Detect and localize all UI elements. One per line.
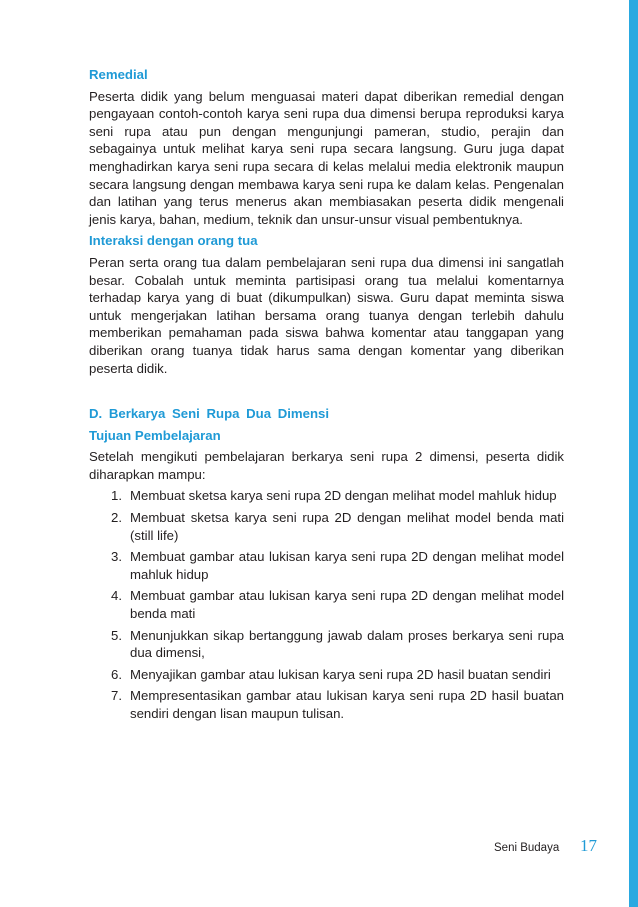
list-item-number: 7. — [111, 688, 122, 704]
page-number: 17 — [580, 836, 597, 855]
list-item-number: 2. — [111, 510, 122, 526]
side-accent-bar — [629, 0, 638, 907]
list-item-text: Menunjukkan sikap bertanggung jawab dalam proses berkarya seni rupa dua dimensi, — [130, 627, 564, 661]
interaction-paragraph: Peran serta orang tua dalam pembelajaran seni rupa dua dimensi ini sangatlah besar. Cobalah untuk meminta partisipasi orang tua melalui komentarnya terhadap karya yang di buat (dikumpulkan) siswa. Guru dapat meminta siswa untuk mengerjakan latihan bersama orang tuanya dengan terlebih dahulu memberikan pemahaman pada siswa bahwa komentar atau tanggapan yang diberikan orang tuanya tidak harus sama dengan komentar yang diberikan peserta didik. — [89, 254, 564, 376]
list-item — [89, 666, 564, 684]
list-item — [89, 487, 564, 505]
list-item — [89, 548, 564, 583]
list-item — [89, 627, 564, 662]
list-item-number: 5. — [111, 627, 122, 643]
list-item-text: Membuat sketsa karya seni rupa 2D dengan melihat model mahluk hidup — [130, 488, 557, 504]
objectives-intro: Setelah mengikuti pembelajaran berkarya seni rupa 2 dimensi, peserta didik diharapkan mampu: — [89, 449, 564, 482]
list-item-text: Membuat gambar atau lukisan karya seni rupa 2D dengan melihat model mahluk hidup — [130, 549, 564, 582]
footer-book-title: Seni Budaya — [494, 842, 560, 854]
remedial-heading: Remedial — [89, 67, 148, 82]
remedial-paragraph: Peserta didik yang belum menguasai materi dapat diberikan remedial dengan pengayaan contoh-contoh karya seni rupa dua dimensi berupa reproduksi karya seni rupa atau pun dengan mengunjungi pameran, studio, perajin dan sebagainya untuk melihat karya seni rupa secara langsung. Guru juga dapat menghadirkan karya seni rupa secara di kelas melalui media elektronik maupun secara langsung dengan membawa karya seni rupa ke dalam kelas. Pengenalan dan latihan yang terus menerus akan membiasakan peserta didik mengenali jenis karya, bahan, medium, teknik dan unsur-unsur visual pembentuknya. — [89, 88, 564, 227]
list-item-number: 1. — [111, 488, 122, 504]
list-item-number: 3. — [111, 549, 122, 565]
page-content — [89, 66, 564, 727]
list-item-text: Menyajikan gambar atau lukisan karya seni rupa 2D hasil buatan sendiri — [130, 666, 551, 682]
list-item — [89, 687, 564, 722]
list-item — [89, 587, 564, 622]
list-item-text: Mempresentasikan gambar atau lukisan karya seni rupa 2D hasil buatan sendiri dengan lisan maupun tulisan. — [130, 688, 564, 721]
section-title: D. Berkarya Seni Rupa Dua Dimensi — [89, 406, 329, 422]
objectives-heading: Tujuan Pembelajaran — [89, 427, 221, 443]
list-item-number: 4. — [111, 588, 122, 604]
list-item-number: 6. — [111, 666, 122, 682]
list-item-text: Membuat sketsa karya seni rupa 2D dengan melihat model benda mati (still life) — [130, 510, 564, 543]
objectives-list — [89, 487, 564, 722]
list-item — [89, 509, 564, 544]
interaction-heading: Interaksi dengan orang tua — [89, 233, 258, 249]
list-item-text: Membuat gambar atau lukisan karya seni rupa 2D dengan melihat model benda mati — [130, 588, 564, 622]
